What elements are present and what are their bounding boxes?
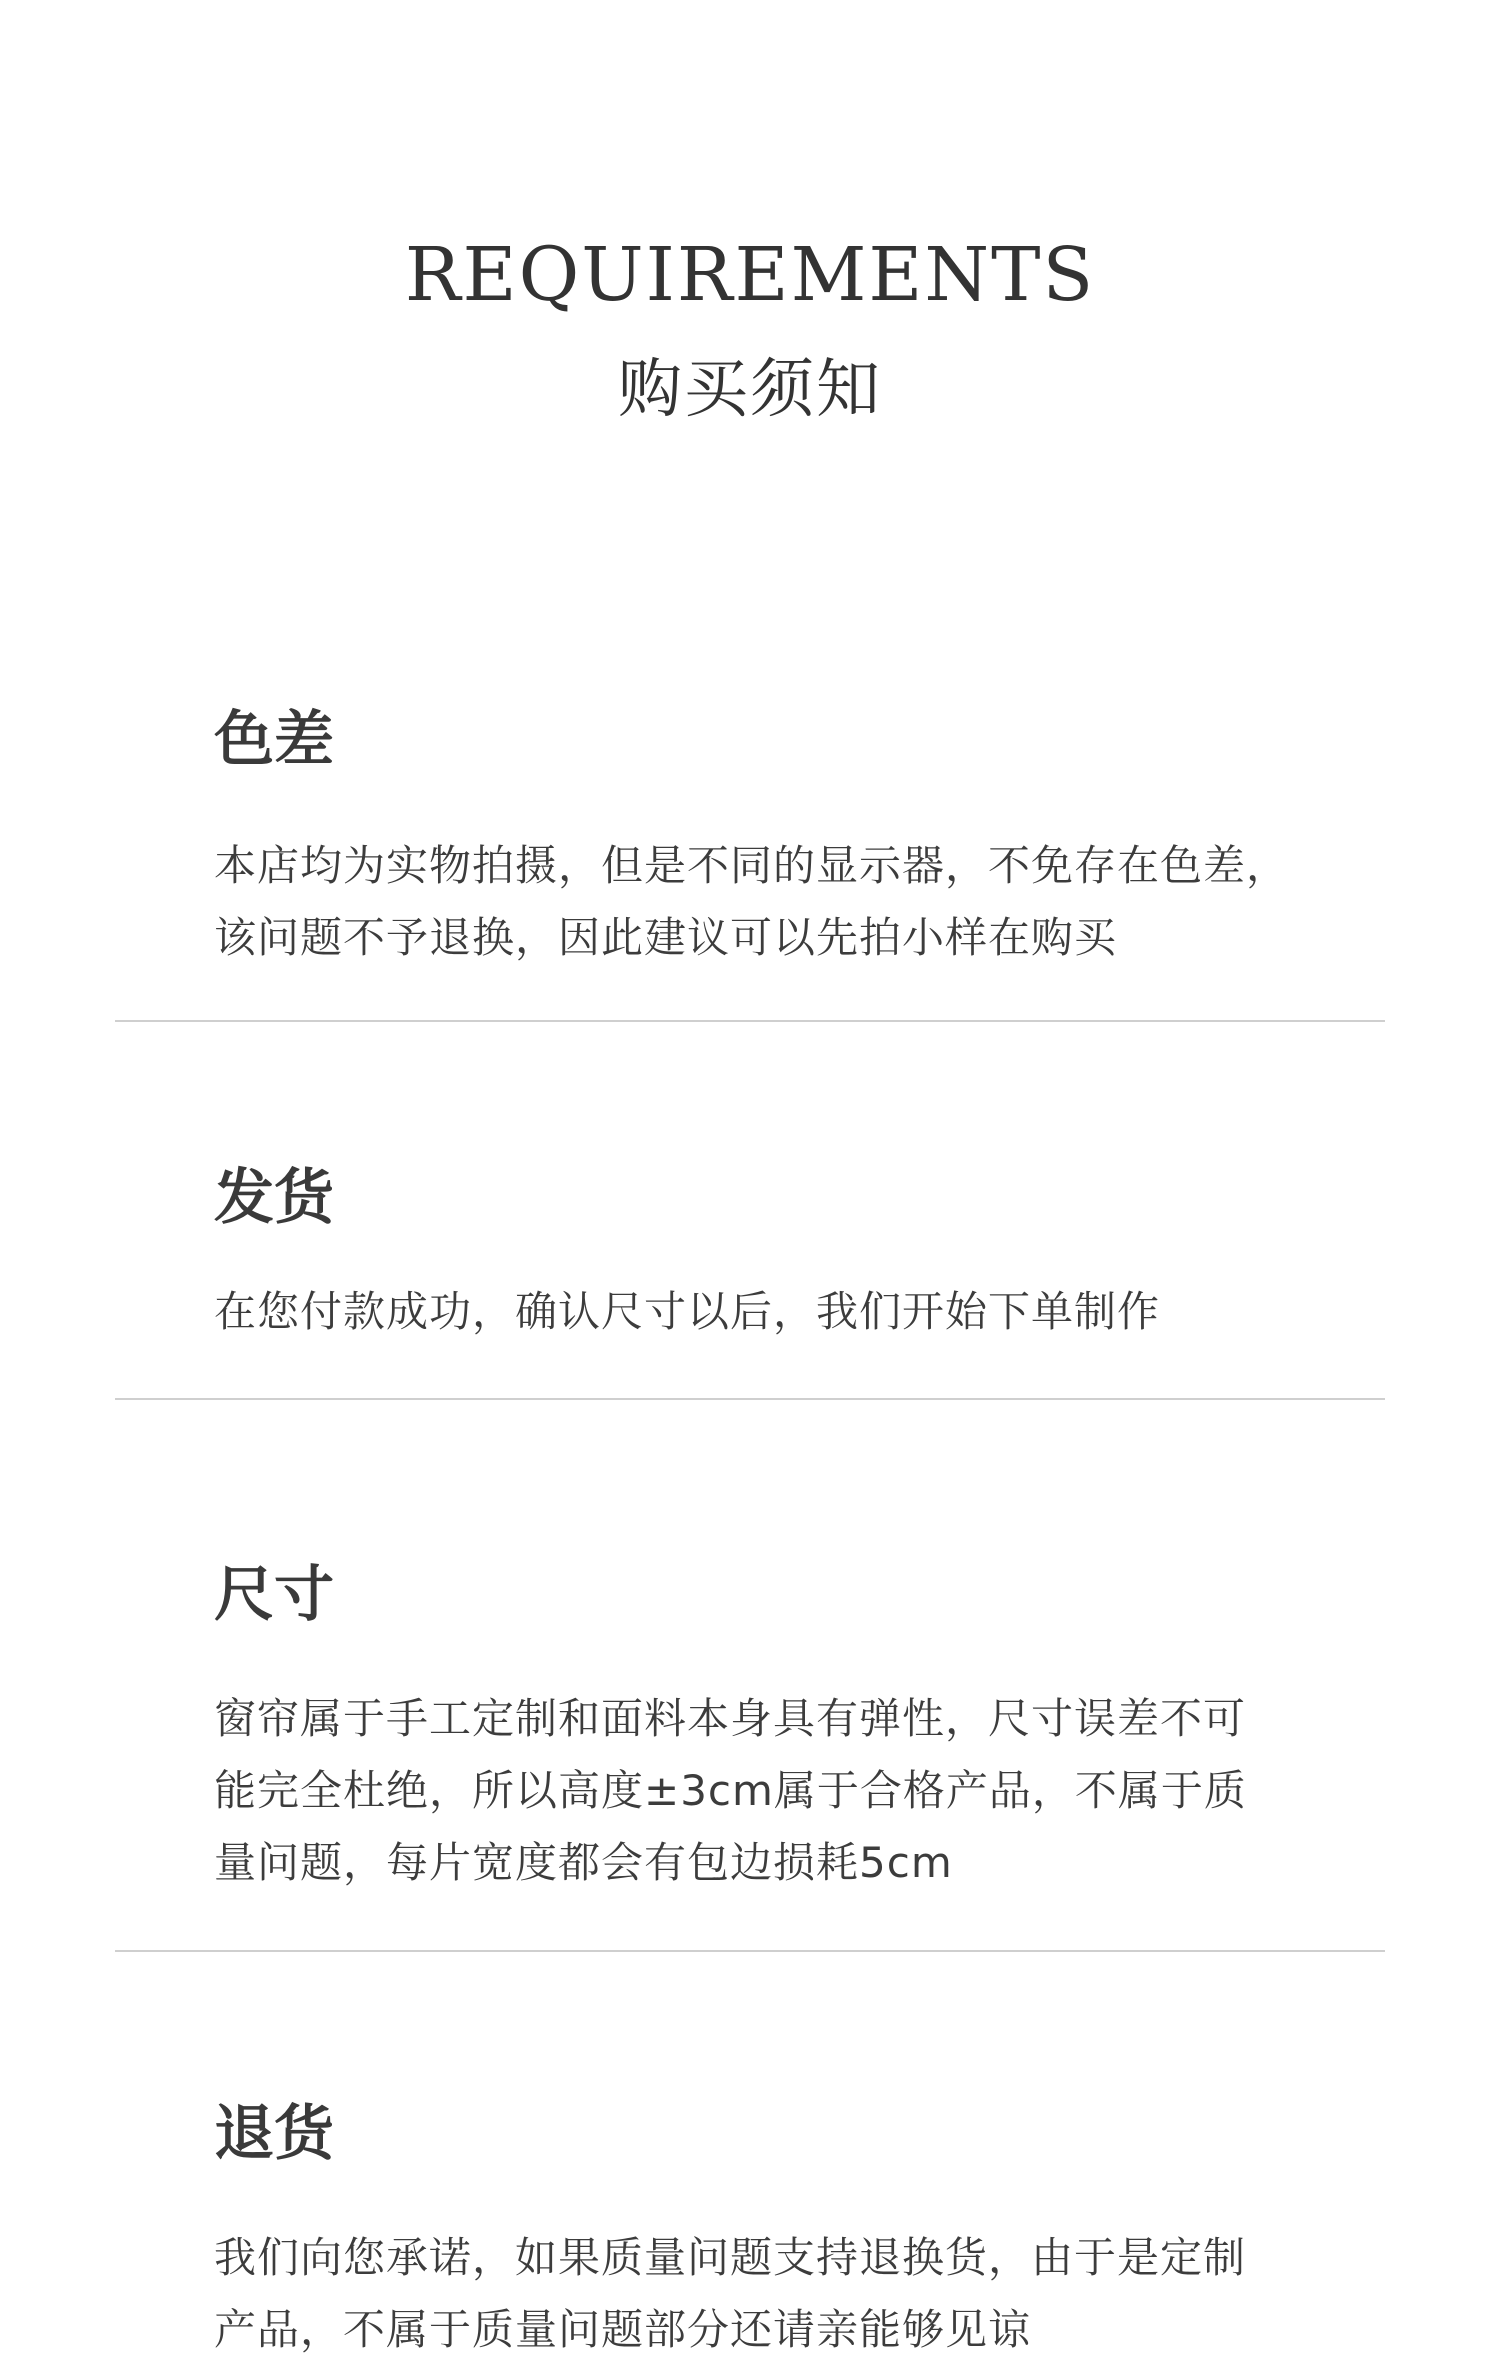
- body-line: 在您付款成功，确认尺寸以后，我们开始下单制作: [214, 1287, 1161, 1336]
- body-line: 能完全杜绝，所以高度±3cm属于合格产品，不属于质: [214, 1766, 1247, 1815]
- divider: [115, 1950, 1385, 1952]
- body-line: 该问题不予退换，因此建议可以先拍小样在购买: [214, 913, 1118, 962]
- body-line: 量问题，每片宽度都会有包边损耗5cm: [214, 1838, 953, 1887]
- section-body-color-difference: [214, 830, 1324, 974]
- section-body-returns: [214, 2222, 1324, 2366]
- page-title-en: REQUIREMENTS: [404, 232, 1096, 318]
- section-body-shipping: [214, 1276, 1324, 1348]
- page-title-zh: 购买须知: [618, 353, 882, 427]
- section-title-shipping: 发货: [214, 1163, 334, 1233]
- section-title-size: 尺寸: [214, 1560, 334, 1630]
- divider: [115, 1020, 1385, 1022]
- section-title-returns: 退货: [214, 2099, 334, 2169]
- section-body-size: [214, 1683, 1324, 1899]
- body-line: 我们向您承诺，如果质量问题支持退换货，由于是定制: [214, 2233, 1247, 2282]
- body-line: 产品，不属于质量问题部分还请亲能够见谅: [214, 2305, 1032, 2354]
- divider: [115, 1398, 1385, 1400]
- section-title-color-difference: 色差: [214, 705, 334, 775]
- body-line: 窗帘属于手工定制和面料本身具有弹性，尺寸误差不可: [214, 1694, 1247, 1743]
- body-line: 本店均为实物拍摄，但是不同的显示器，不免存在色差，: [214, 841, 1290, 890]
